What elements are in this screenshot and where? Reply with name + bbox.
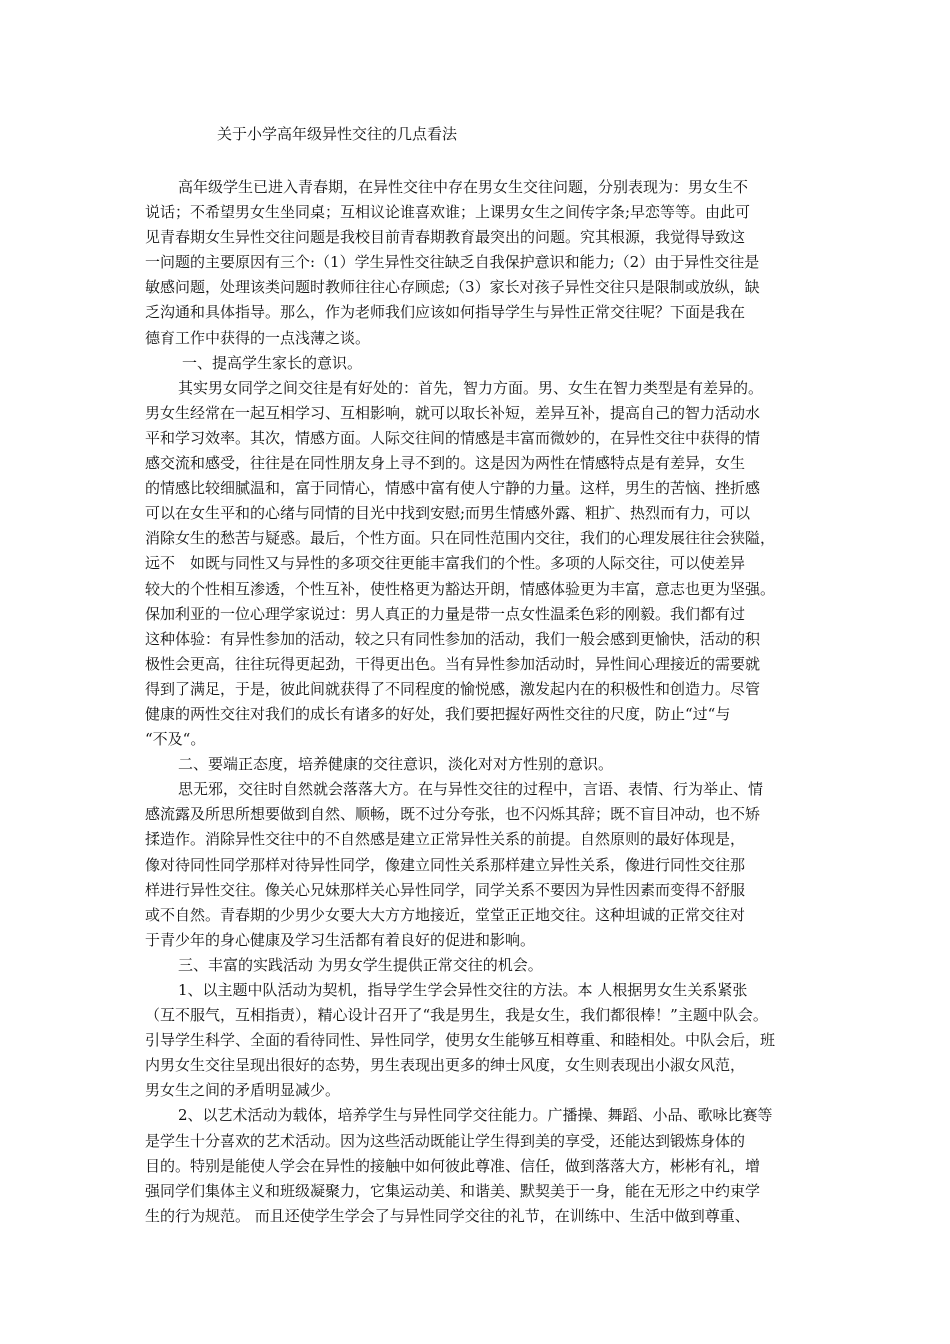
text-line: 2、以艺术活动为载体，培养学生与异性同学交往能力。广播操、舞蹈、小品、歌咏比赛等 <box>178 1106 773 1125</box>
document-body <box>145 175 813 1229</box>
text-line: 揉造作。消除异性交往中的不自然感是建立正常异性关系的前提。自然原则的最好体现是， <box>145 830 746 849</box>
text-line: 引导学生科学、全面的看待同性、异性同学，使男女生能够互相尊重、和睦相处。中队会后，班 <box>145 1031 776 1050</box>
text-line: 可以在女生平和的心绪与同情的目光中找到安慰;而男生情感外露、粗扩、热烈而有力，可以 <box>145 504 751 523</box>
text-line: 感交流和感受，往往是在同性朋友身上寻不到的。这是因为两性在情感特点是有差异，女生 <box>145 454 746 473</box>
text-line: 德育工作中获得的一点浅薄之谈。 <box>145 328 371 347</box>
text-line: 一、提高学生家长的意识。 <box>182 353 363 372</box>
text-line: 一问题的主要原因有三个:（1）学生异性交往缺乏自我保护意识和能力;（2）由于异性交往是 <box>145 253 760 272</box>
text-line: 思无邪，交往时自然就会落落大方。在与异性交往的过程中，言语、表情、行为举止、情 <box>178 780 764 799</box>
text-line: 极性会更高，往往玩得更起劲，干得更出色。当有异性参加活动时，异性间心理接近的需要就 <box>145 654 761 673</box>
text-line: 高年级学生已进入青春期，在异性交往中存在男女生交往问题，分别表现为：男女生不 <box>178 178 749 196</box>
document-title: 关于小学高年级异性交往的几点看法 <box>217 125 458 143</box>
text-line: 敏感问题，处理该类问题时教师往往心存顾虑;（3）家长对孩子异性交往只是限制或放纵，缺 <box>145 278 760 297</box>
text-line: 健康的两性交往对我们的成长有诸多的好处，我们要把握好两性交往的尺度，防止“过“与 <box>145 704 731 723</box>
text-line: 的情感比较细腻温和，富于同情心，情感中富有使人宁静的力量。这样，男生的苦恼、挫折感 <box>145 479 761 498</box>
text-line: 这种体验：有异性参加的活动，较之只有同性参加的活动，我们一般会感到更愉快，活动的积 <box>145 629 761 648</box>
text-line: “不及“。 <box>145 730 206 749</box>
text-line: 样进行异性交往。像关心兄妹那样关心异性同学，同学关系不要因为异性因素而变得不舒服 <box>145 880 746 899</box>
text-line: 保加利亚的一位心理学家说过：男人真正的力量是带一点女性温柔色彩的刚毅。我们都有过 <box>145 604 746 623</box>
text-line: 感流露及所思所想要做到自然、顺畅，既不过分夸张，也不闪烁其辞；既不盲目冲动，也不矫 <box>145 805 761 824</box>
text-line: 得到了满足，于是，彼此间就获得了不同程度的愉悦感，激发起内在的积极性和创造力。尽管 <box>145 679 761 698</box>
text-line: 1、以主题中队活动为契机，指导学生学会异性交往的方法。本 人根据男女生关系紧张 <box>178 981 748 999</box>
text-line: 于青少年的身心健康及学习生活都有着良好的促进和影响。 <box>145 930 536 949</box>
text-line: 其实男女同学之间交往是有好处的：首先，智力方面。男、女生在智力类型是有差异的。 <box>178 378 764 397</box>
text-line: 生的行为规范。 而且还使学生学会了与异性同学交往的礼节，在训练中、生活中做到尊重、 <box>145 1206 750 1225</box>
text-line: 目的。特别是能使人学会在异性的接触中如何彼此尊准、信任，做到落落大方，彬彬有礼，增 <box>145 1156 761 1175</box>
text-line: 消除女生的愁苦与疑惑。最后，个性方面。只在同性范围内交往，我们的心理发展往往会狭隘， <box>145 529 776 548</box>
text-line: 平和学习效率。其次，情感方面。人际交往间的情感是丰富而微妙的，在异性交往中获得的情 <box>145 428 761 447</box>
text-line: 说话；不希望男女生坐同桌；互相议论谁喜欢谁；上课男女生之间传字条;早恋等等。由此可 <box>145 203 751 222</box>
text-line: 是学生十分喜欢的艺术活动。因为这些活动既能让学生得到美的享受，还能达到锻炼身体的 <box>145 1131 746 1150</box>
text-line: 内男女生交往呈现出很好的态势，男生表现出更多的绅士风度，女生则表现出小淑女风范， <box>145 1056 746 1075</box>
text-line: 强同学们集体主义和班级凝聚力，它集运动美、和谐美、默契美于一身，能在无形之中约束学 <box>145 1181 761 1200</box>
text-line: 二、要端正态度，培养健康的交往意识，淡化对对方性别的意识。 <box>178 755 614 774</box>
text-line: 见青春期女生异性交往问题是我校目前青春期教育最突出的问题。究其根源，我觉得导致这 <box>145 228 746 247</box>
text-line: 男女生经常在一起互相学习、互相影响，就可以取长补短，差异互补，提高自己的智力活动水 <box>145 403 761 422</box>
text-line: 乏沟通和具体指导。那么，作为老师我们应该如何指导学生与异性正常交往呢？下面是我在 <box>145 303 746 322</box>
text-line: 男女生之间的矛盾明显减少。 <box>145 1081 341 1100</box>
text-line: 较大的个性相互渗透，个性互补，使性格更为豁达开朗，情感体验更为丰富，意志也更为坚强。 <box>145 579 776 598</box>
text-line: 三、丰富的实践活动 为男女学生提供正常交往的机会。 <box>178 955 543 974</box>
text-line: （互不服气，互相指责），精心设计召开了“我是男生，我是女生，我们都很棒！”主题中队会。 <box>145 1006 768 1025</box>
text-line: 远不 如既与同性又与异性的多项交往更能丰富我们的个性。多项的人际交往，可以使差异 <box>145 554 746 573</box>
text-line: 像对待同性同学那样对待异性同学，像建立同性关系那样建立异性关系，像进行同性交往那 <box>145 855 746 874</box>
text-line: 或不自然。青春期的少男少女要大大方方地接近，堂堂正正地交往。这种坦诚的正常交往对 <box>145 905 746 924</box>
